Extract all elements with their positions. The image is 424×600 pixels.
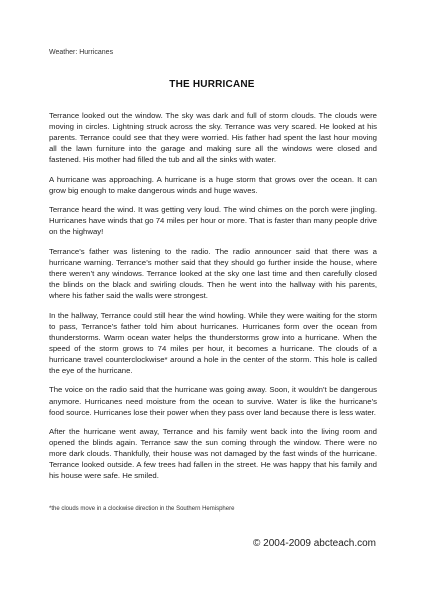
paragraph-6: The voice on the radio said that the hurricane was going away. Soon, it wouldn’t be dangerous anymore. Hurricanes need moisture from the ocean to survive. Water is like the hurricane’s food source. Hurricanes lose their power when they pass over land because there is less water. (49, 385, 377, 417)
copyright-notice: © 2004-2009 abcteach.com (252, 538, 376, 549)
paragraph-2: A hurricane was approaching. A hurricane is a huge storm that grows over the ocean. It can grow big enough to make dangerous winds and huge waves. (49, 174, 377, 195)
paragraph-3: Terrance heard the wind. It was getting very loud. The wind chimes on the porch were jingling. Hurricanes have winds that go 74 miles per hour or more. That is faster than many people drive on the highway! (49, 205, 377, 237)
story-title: THE HURRICANE (169, 79, 255, 90)
footnote: *the clouds move in a clockwise direction in the Southern Hemisphere (49, 506, 235, 512)
paragraph-5: In the hallway, Terrance could still hear the wind howling. While they were waiting for the storm to pass, Terrance’s father told him about hurricanes. Hurricanes form over the ocean from thunderstorms. Warm ocean water helps the thunderstorms grow into a hurricane. When the speed of the storm grows to 74 miles per hour, it becomes a hurricane. The clouds of a hurricane travel counterclockwise* around a hole in the center of the storm. This hole is called the eye of the hurricane. (49, 310, 377, 375)
story-body (49, 110, 377, 490)
paragraph-7: After the hurricane went away, Terrance and his family went back into the living room and opened the blinds again. Terrance saw the sun coming through the window. There were no more dark clouds. Thankfully, their house was not damaged by the fast winds of the hurricane. Terrance looked outside. A few trees had fallen in the street. He was happy that his family and his house were safe. He smiled. (49, 427, 377, 481)
paragraph-1: Terrance looked out the window. The sky was dark and full of storm clouds. The clouds were moving in circles. Lightning struck across the sky. Terrance was very scared. He looked at his parents. Terrance could see that they were worried. His father had spent the last hour moving all the lawn furniture into the garage and making sure all the windows were closed and fastened. His mother had filled the tub and all the sinks with water. (49, 111, 377, 165)
section-label: Weather: Hurricanes (49, 49, 114, 56)
paragraph-4: Terrance’s father was listening to the radio. The radio announcer said that there was a hurricane warning. Terrance’s mother said that they should go further inside the house, where there weren’t any windows. Terrance looked at the sky one last time and then carefully closed the blinds on the black and swirling clouds. Then he went into the hallway with his parents, where his father said the walls were strongest. (49, 246, 377, 301)
